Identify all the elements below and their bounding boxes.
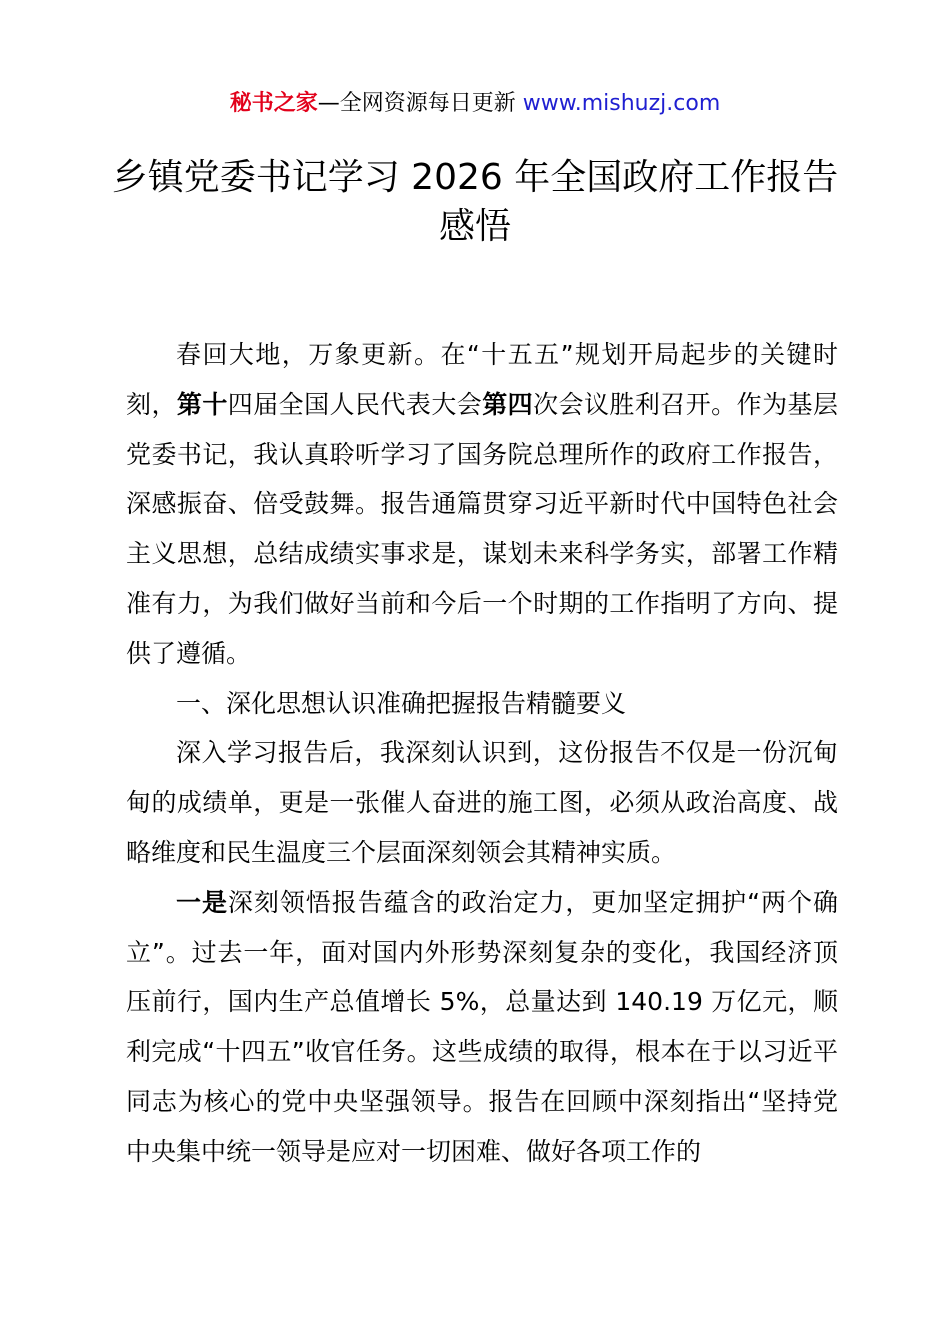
site-url-link[interactable]: www.mishuzj.com <box>522 91 721 116</box>
title-line-2: 感悟 <box>438 206 511 247</box>
document-body <box>126 330 838 1177</box>
header-tagline: —全网资源每日更新 <box>317 91 523 116</box>
point-one-text: 深刻领悟报告蕴含的政治定力，更加坚定拥护“两个确立”。过去一年，面对国内外形势深刻复杂的变化，我国经济顶压前行，国内生产总值增长 5%，总量达到 140.19 万亿元，顺利完成“十四五”收官任务。这些成绩的取得，根本在于以习近平同志为核心的党中央坚强领导。报告在回顾中深刻指出“坚持党中央集中统一领导是应对一切困难、做好各项工作的 <box>126 887 838 1166</box>
paragraph-point-one <box>126 878 838 1177</box>
paragraph-intro <box>126 330 838 679</box>
section-heading-1: 一、深化思想认识准确把握报告精髓要义 <box>176 688 627 718</box>
paragraph-understanding: 深入学习报告后，我深刻认识到，这份报告不仅是一份沉甸甸的成绩单，更是一张催人奋进的施工图，必须从政治高度、战略维度和民生温度三个层面深刻领会其精神实质。 <box>126 738 838 867</box>
brand-name: 秘书之家 <box>229 91 318 116</box>
intro-text-c: 四届全国人民代表大会 <box>227 389 483 419</box>
document-title <box>110 153 840 251</box>
intro-bold-1: 第十 <box>176 389 228 419</box>
site-header <box>0 86 950 122</box>
intro-bold-2: 第四 <box>482 389 534 419</box>
intro-text-d: 次会议胜利召开。作为基层党委书记，我认真聆听学习了国务院总理所作的政府工作报告，深感振奋、倍受鼓舞。报告通篇贯穿习近平新时代中国特色社会主义思想，总结成绩实事求是，谋划未来科学务实，部署工作精准有力，为我们做好当前和今后一个时期的工作指明了方向、提供了遵循。 <box>126 389 838 668</box>
intro-text-a: 春回大地，万象更新。在“十五五”规划开局起步的关键时刻， <box>126 340 838 419</box>
title-line-1: 乡镇党委书记学习 2026 年全国政府工作报告 <box>111 157 839 198</box>
point-one-lead: 一是 <box>176 887 228 917</box>
